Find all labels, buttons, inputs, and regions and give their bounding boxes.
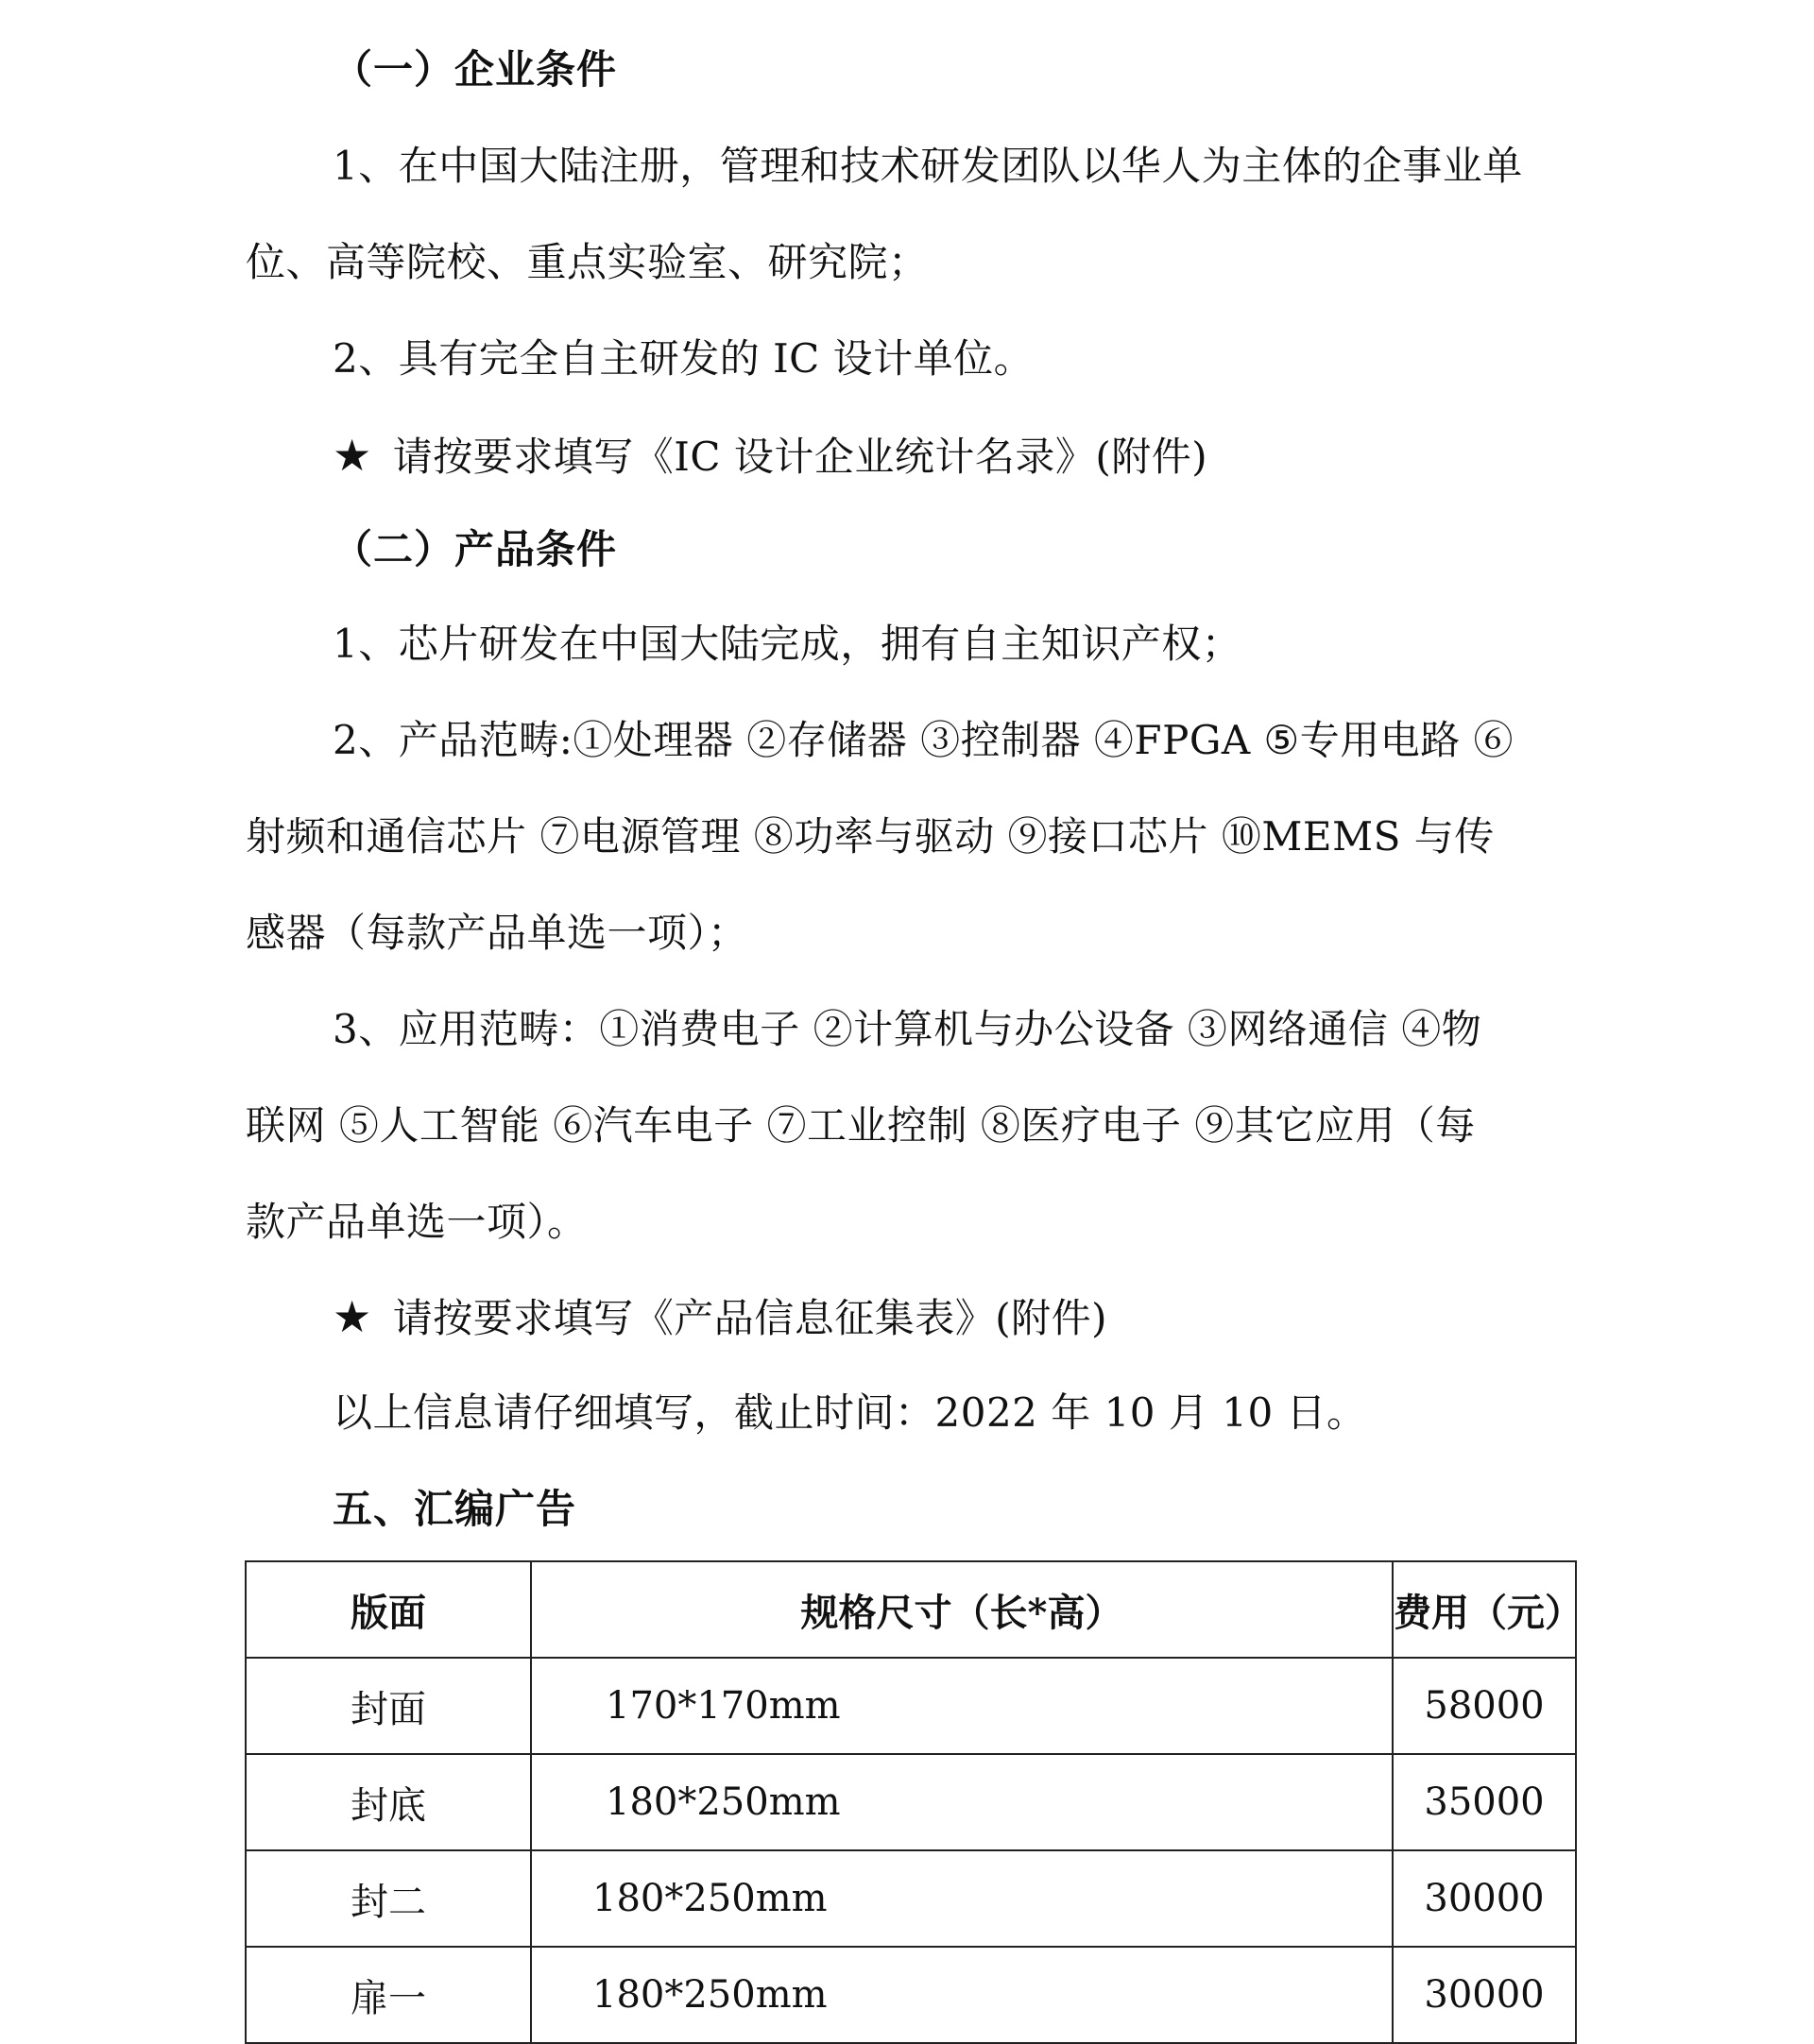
star-icon: ★	[333, 430, 372, 481]
company-note	[333, 427, 1608, 485]
product-note-text: 请按要求填写《产品信息征集表》(附件)	[392, 1295, 1108, 1341]
cell-layout: 封面	[246, 1658, 531, 1754]
ads-heading: 五、汇编广告	[333, 1486, 577, 1532]
product-item-2-line-3: 感器（每款产品单选一项）；	[246, 910, 748, 956]
star-icon: ★	[333, 1291, 372, 1342]
product-note	[333, 1288, 1608, 1347]
company-note-text: 请按要求填写《IC 设计企业统计名录》(附件)	[392, 434, 1208, 480]
cell-size: 180*250mm	[531, 1850, 1393, 1947]
company-conditions-heading: （一）企业条件	[333, 46, 618, 93]
product-item-3-line-1: 3、应用范畴：①消费电子 ②计算机与办公设备 ③网络通信 ④物	[333, 1006, 1482, 1052]
cell-layout: 封二	[246, 1850, 531, 1947]
product-item-2-line-1: 2、产品范畴:①处理器 ②存储器 ③控制器 ④FPGA ⑤专用电路 ⑥	[333, 717, 1515, 763]
header-size: 规格尺寸（长*高）	[531, 1561, 1393, 1658]
cell-size: 170*170mm	[531, 1658, 1393, 1754]
table-row	[246, 1658, 1576, 1754]
product-item-3-line-2: 联网 ⑤人工智能 ⑥汽车电子 ⑦工业控制 ⑧医疗电子 ⑨其它应用（每	[246, 1102, 1476, 1149]
ad-pricing-table	[245, 1560, 1583, 2044]
table-row	[246, 1850, 1576, 1947]
cell-layout: 封底	[246, 1754, 531, 1850]
deadline-text: 以上信息请仔细填写，截止时间：2022 年 10 月 10 日。	[333, 1389, 1367, 1436]
cell-fee: 58000	[1393, 1658, 1576, 1754]
cell-fee: 30000	[1393, 1850, 1576, 1947]
company-item-1-line-2: 位、高等院校、重点实验室、研究院；	[246, 239, 929, 285]
header-fee: 费用（元）	[1393, 1561, 1576, 1658]
cell-fee: 35000	[1393, 1754, 1576, 1850]
header-layout: 版面	[246, 1561, 531, 1658]
product-item-1: 1、芯片研发在中国大陆完成，拥有自主知识产权；	[333, 621, 1242, 667]
cell-layout: 扉一	[246, 1947, 531, 2043]
table-row	[246, 1754, 1576, 1850]
cell-size: 180*250mm	[531, 1754, 1393, 1850]
cell-size: 180*250mm	[531, 1947, 1393, 2043]
table-row	[246, 1947, 1576, 2043]
product-conditions-heading: （二）产品条件	[333, 526, 618, 572]
company-item-1-line-1: 1、在中国大陆注册，管理和技术研发团队以华人为主体的企事业单	[333, 143, 1523, 189]
cell-fee: 30000	[1393, 1947, 1576, 2043]
product-item-2-line-2: 射频和通信芯片 ⑦电源管理 ⑧功率与驱动 ⑨接口芯片 ⑩MEMS 与传	[246, 813, 1495, 860]
product-item-3-line-3: 款产品单选一项）。	[246, 1199, 588, 1245]
company-item-2: 2、具有完全自主研发的 IC 设计单位。	[333, 335, 1035, 382]
table-header-row	[246, 1561, 1576, 1658]
